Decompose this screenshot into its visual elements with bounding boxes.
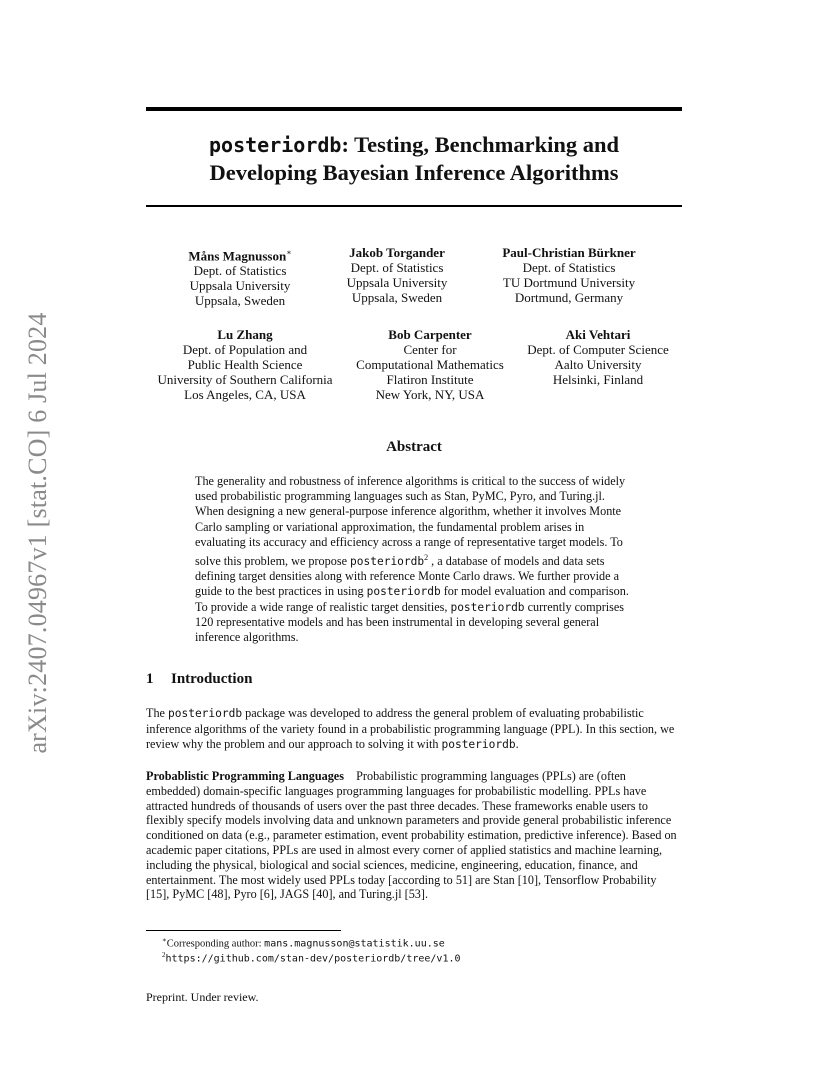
section-heading-introduction — [146, 671, 252, 688]
author-block — [489, 245, 649, 305]
footnote-ref-2[interactable]: 2 — [424, 553, 429, 563]
section-number: 1 — [146, 671, 154, 687]
author-affiliation-line: Flatiron Institute — [386, 372, 474, 387]
author-affiliation-line: Public Health Science — [187, 357, 303, 372]
author-affiliation-line: Uppsala, Sweden — [194, 293, 286, 309]
author-affiliation-line: Aalto University — [554, 357, 642, 372]
ppl-paragraph: Probablistic Programming Languages Probabilistic programming languages (PPLs) are (often embedded) domain-specific languages programming languages for probabilistic modelling. PPLs have attracted hundreds of thousands of users over the past three decades. These frameworks enable users to flexibly specify models involving data and unknown parameters and provide general probabilistic inference conditioned on data (e.g., parameter estimation, event probability estimation, predictive inference). Based on academic paper citations, PPLs are used in almost every corner of applied statistics and machine learning, including the physical, biological and social sciences, medicine, engineering, education, finance, and entertainment. The most widely used PPLs today [according to 51] are Stan [10], Tensorflow Probability [15], PyMC [48], Pyro [6], JAGS [40], and Turing.jl [53]. — [146, 769, 677, 902]
author-affiliation-line: Dept. of Statistics — [350, 260, 444, 275]
paper-title — [146, 131, 682, 186]
author-affiliation-line: Uppsala, Sweden — [351, 290, 443, 305]
author-affiliation-line: Computational Mathematics — [356, 357, 504, 372]
author-affiliation-line: Dept. of Computer Science — [527, 342, 669, 357]
author-affiliation-line: Center for — [403, 342, 457, 357]
title-bottom-rule — [146, 205, 682, 207]
author-block — [170, 245, 310, 308]
section-title: Introduction — [171, 671, 253, 687]
title-line2: Developing Bayesian Inference Algorithms — [209, 160, 619, 185]
abstract-heading: Abstract — [386, 439, 442, 455]
author-name: Paul-Christian Bürkner — [502, 245, 636, 260]
intro-paragraph: The posteriordb package was developed to address the general problem of evaluating probabilistic inference algorithms of the variety found in a probabilistic programming language (PPL). In this section, we review why the problem and our approach to solving it with posteriordb. — [146, 706, 675, 751]
author-affiliation-line: TU Dortmund University — [502, 275, 636, 290]
author-affiliation-line: New York, NY, USA — [375, 387, 485, 402]
footnote-repository-url: $^2$https://github.com/stan-dev/posteriordb/tree/v1.0 — [162, 951, 461, 965]
author-affiliation-line: University of Southern California — [157, 372, 333, 387]
author-affiliation-line: Dortmund, Germany — [514, 290, 624, 305]
title-package-name: posteriordb — [208, 133, 342, 157]
author-name: Bob Carpenter — [388, 327, 472, 342]
footnote-corresponding-author: ∗Corresponding author: mans.magnusson@statistik.uu.se — [162, 936, 445, 950]
author-affiliation-line: Dept. of Population and — [182, 342, 308, 357]
author-affiliation-line: Uppsala University — [189, 278, 291, 294]
arxiv-identifier-stamp: arXiv:2407.04967v1 [stat.CO] 6 Jul 2024 — [23, 311, 52, 754]
paragraph-run-in-heading: Probablistic Programming Languages — [146, 769, 344, 783]
author-affiliation-line: Uppsala University — [346, 275, 448, 290]
author-block — [150, 327, 340, 402]
repository-url-link[interactable]: https://github.com/stan-dev/posteriordb/tree/v1.0 — [165, 953, 461, 965]
author-block — [327, 245, 467, 305]
inline-code: posteriordb — [366, 585, 441, 599]
author-block — [518, 327, 678, 387]
author-affiliation-line: Dept. of Statistics — [193, 263, 287, 279]
title-top-rule — [146, 107, 682, 111]
abstract-body: The generality and robustness of inference algorithms is critical to the success of widely used probabilistic programming languages such as Stan, PyMC, Pyro, and Turing.jl. When designing a new general-purpose inference algorithm, whether it involves Monte Carlo sampling or variational approximation, the fundamental problem arises in evaluating its accuracy and efficiency across a range of representative target models. To solve this problem, we propose posteriordb$^2$ , a database of models and data sets defining target densities along with reference Monte Carlo draws. We further provide a guide to the best practices in using posteriordb for model evaluation and comparison. To provide a wide range of realistic target densities, posteriordb currently comprises 120 representative models and has been instrumental in developing several general inference algorithms. — [195, 474, 629, 645]
author-name: Måns Magnusson∗ — [188, 248, 292, 264]
author-affiliation-line: Los Angeles, CA, USA — [184, 387, 306, 402]
inline-code: posteriordb — [441, 737, 516, 751]
footnote-rule — [146, 930, 341, 931]
author-affiliation-line: Helsinki, Finland — [552, 372, 644, 387]
preprint-notice: Preprint. Under review. — [146, 990, 259, 1004]
author-email-link[interactable]: mans.magnusson@statistik.uu.se — [264, 938, 445, 950]
inline-code: posteriordb — [168, 707, 243, 720]
author-affiliation-line: Dept. of Statistics — [522, 260, 616, 275]
inline-code: posteriordb — [450, 600, 525, 614]
author-name: Jakob Torgander — [349, 245, 445, 260]
author-name: Aki Vehtari — [565, 327, 631, 342]
corresponding-author-mark: ∗ — [286, 248, 292, 257]
title-line1: : Testing, Benchmarking and — [341, 132, 620, 157]
author-block — [345, 327, 515, 402]
author-name: Lu Zhang — [217, 327, 273, 342]
inline-code: posteriordb — [350, 555, 425, 569]
